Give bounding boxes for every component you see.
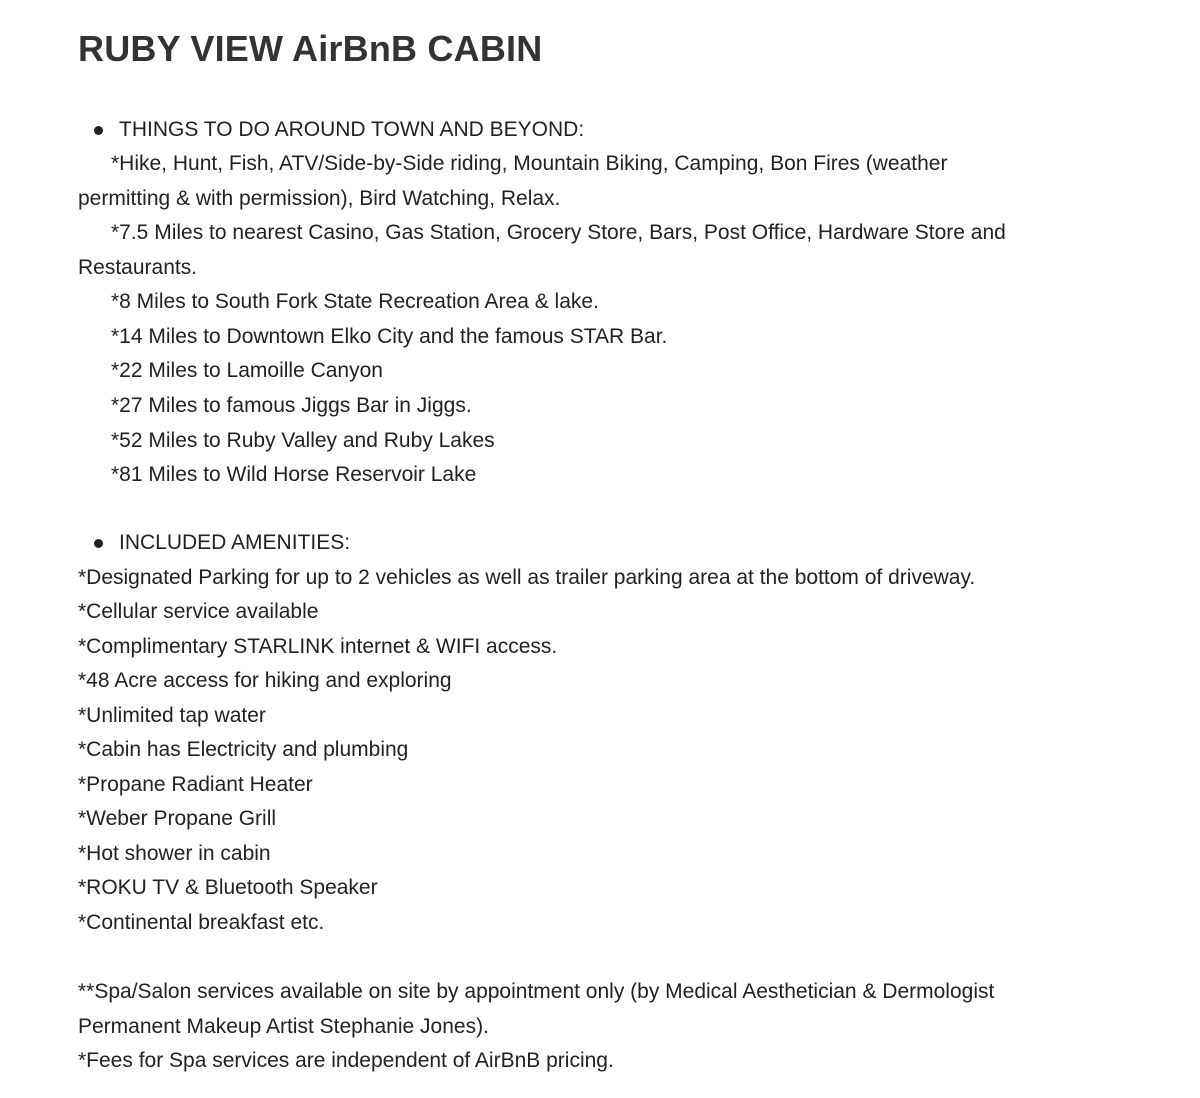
amenity-item: *Complimentary STARLINK internet & WIFI access. (78, 635, 558, 658)
amenity-item: *Continental breakfast etc. (78, 911, 325, 934)
amenities-heading: INCLUDED AMENITIES: (119, 531, 351, 554)
things-to-do-heading: THINGS TO DO AROUND TOWN AND BEYOND: (119, 118, 585, 141)
amenity-item: *48 Acre access for hiking and exploring (78, 669, 452, 692)
spa-line-1: **Spa/Salon services available on site by appointment only (by Medical Aesthetician & Dermologist (78, 980, 995, 1003)
page-title: RUBY VIEW AirBnB CABIN (78, 28, 543, 69)
list-item: *27 Miles to famous Jiggs Bar in Jiggs. (111, 394, 472, 417)
activities-line-2: permitting & with permission), Bird Watching, Relax. (78, 187, 561, 210)
amenity-item: *Cabin has Electricity and plumbing (78, 738, 409, 761)
spa-line-2: Permanent Makeup Artist Stephanie Jones). (78, 1015, 489, 1038)
amenity-item: *Weber Propane Grill (78, 807, 277, 830)
amenity-item: *ROKU TV & Bluetooth Speaker (78, 876, 378, 899)
list-item: *81 Miles to Wild Horse Reservoir Lake (111, 463, 477, 486)
activities-line-1: *Hike, Hunt, Fish, ATV/Side-by-Side riding, Mountain Biking, Camping, Bon Fires (weather (111, 152, 948, 175)
list-item: *52 Miles to Ruby Valley and Ruby Lakes (111, 429, 495, 452)
amenity-item: *Designated Parking for up to 2 vehicles as well as trailer parking area at the bottom of driveway. (78, 566, 976, 589)
spa-fees-note: *Fees for Spa services are independent of AirBnB pricing. (78, 1049, 614, 1072)
amenity-item: *Hot shower in cabin (78, 842, 271, 865)
casino-line-2: Restaurants. (78, 256, 198, 279)
amenity-item: *Unlimited tap water (78, 704, 266, 727)
bullet-icon (94, 539, 103, 548)
bullet-icon (94, 126, 103, 135)
list-item: *14 Miles to Downtown Elko City and the famous STAR Bar. (111, 325, 668, 348)
casino-line-1: *7.5 Miles to nearest Casino, Gas Station, Grocery Store, Bars, Post Office, Hardware Store and (111, 221, 1006, 244)
list-item: *8 Miles to South Fork State Recreation Area & lake. (111, 290, 599, 313)
amenity-item: *Cellular service available (78, 600, 319, 623)
amenity-item: *Propane Radiant Heater (78, 773, 313, 796)
list-item: *22 Miles to Lamoille Canyon (111, 359, 383, 382)
